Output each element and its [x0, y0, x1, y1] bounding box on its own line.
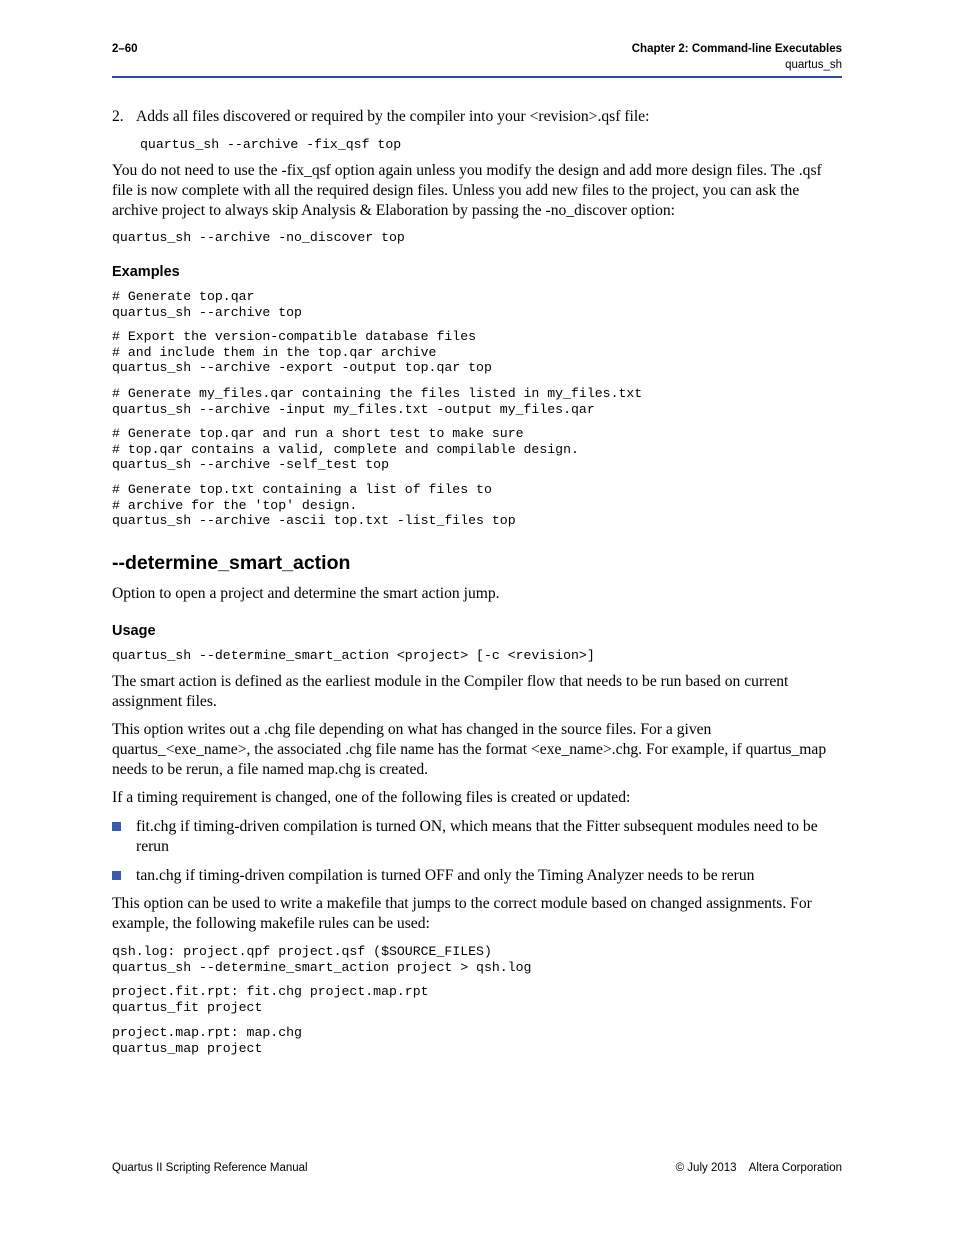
list-item-text: Adds all files discovered or required by the compiler into your <revision>.qsf file:: [136, 108, 650, 125]
paragraph-chg-file: This option writes out a .chg file depending on what has changed in the source files. For a given quartus_<exe_name>, the associated .chg file name has the format <exe_name>.chg. For example, if quartus_map needs to be rerun, a file named map.chg is created.: [112, 721, 827, 778]
example-block: # Export the version-compatible database files # and include them in the top.qar archive quartus_sh --archive -export -output top.qar top: [112, 329, 492, 376]
paragraph-fix-qsf: You do not need to use the -fix_qsf option again unless you modify the design and add more design files. The .qsf file is now complete with all the required design files. Unless you add new files to the project, you can ask the archive project to always skip Analysis & Elaboration by passing the -no_discover option:: [112, 162, 822, 219]
usage-code: quartus_sh --determine_smart_action <project> [-c <revision>]: [112, 648, 595, 663]
bullet-icon: [112, 822, 121, 831]
makefile-block: qsh.log: project.qpf project.qsf ($SOURCE_FILES) quartus_sh --determine_smart_action project > qsh.log: [112, 944, 532, 975]
example-block: # Generate top.qar quartus_sh --archive top: [112, 289, 302, 320]
page-number: 2–60: [112, 43, 138, 55]
list-item-number: 2.: [112, 108, 124, 125]
section-intro: Option to open a project and determine the smart action jump.: [112, 585, 500, 602]
example-block: # Generate top.qar and run a short test to make sure # top.qar contains a valid, complete and compilable design. quartus_sh --archive -self_test top: [112, 426, 579, 473]
section-name: quartus_sh: [785, 59, 842, 71]
example-block: # Generate my_files.qar containing the files listed in my_files.txt quartus_sh --archive -input my_files.txt -output my_files.qar: [112, 386, 643, 417]
chapter-title: Chapter 2: Command-line Executables: [631, 43, 842, 55]
example-block: # Generate top.txt containing a list of files to # archive for the 'top' design. quartus_sh --archive -ascii top.txt -list_files top: [112, 482, 516, 529]
examples-heading: Examples: [112, 264, 180, 280]
makefile-block: project.map.rpt: map.chg quartus_map project: [112, 1025, 302, 1056]
paragraph-makefile: This option can be used to write a makefile that jumps to the correct module based on changed assignments. For example, the following makefile rules can be used:: [112, 895, 812, 932]
bullet-item: fit.chg if timing-driven compilation is turned ON, which means that the Fitter subsequent modules need to be rerun: [136, 818, 818, 855]
footer-date-company: © July 2013 Altera Corporation: [675, 1162, 842, 1174]
footer-manual-title: Quartus II Scripting Reference Manual: [112, 1162, 308, 1174]
paragraph-smart-action: The smart action is defined as the earliest module in the Compiler flow that needs to be run based on current assignment files.: [112, 673, 789, 710]
usage-heading: Usage: [112, 623, 156, 639]
paragraph-timing: If a timing requirement is changed, one of the following files is created or updated:: [112, 789, 631, 806]
code-no-discover: quartus_sh --archive -no_discover top: [112, 230, 405, 245]
section-heading: --determine_smart_action: [112, 552, 351, 574]
header-rule: [112, 76, 842, 78]
bullet-icon: [112, 871, 121, 880]
code-fix-qsf: quartus_sh --archive -fix_qsf top: [140, 137, 402, 152]
bullet-item: tan.chg if timing-driven compilation is turned OFF and only the Timing Analyzer needs to be rerun: [136, 867, 755, 884]
makefile-block: project.fit.rpt: fit.chg project.map.rpt quartus_fit project: [112, 984, 429, 1015]
